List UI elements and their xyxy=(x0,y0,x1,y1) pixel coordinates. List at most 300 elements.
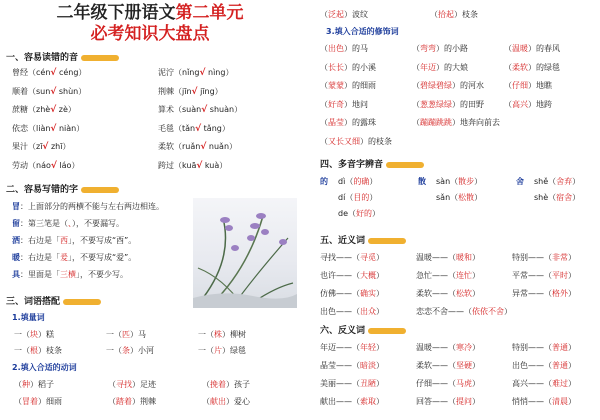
tick-mark: √ xyxy=(50,105,57,115)
list-row xyxy=(158,142,237,152)
answer: 碧绿碧绿 xyxy=(420,81,452,90)
explanation: ：第三笔是（ xyxy=(20,219,68,228)
bracket: （ xyxy=(412,81,420,90)
word: 泥泞 xyxy=(158,68,174,77)
heading-bar xyxy=(81,55,119,61)
answer: 泛起 xyxy=(328,10,344,19)
answer: 西 xyxy=(60,236,68,245)
pinyin-option: láo xyxy=(56,160,72,170)
bracket: （ xyxy=(108,397,116,406)
bracket: ） xyxy=(229,142,238,151)
word: 果汁 xyxy=(12,142,28,151)
bracket: （ xyxy=(174,142,182,151)
character: 洒 xyxy=(12,236,20,245)
pinyin-option: kuā xyxy=(182,160,197,170)
character: 具 xyxy=(12,270,20,279)
bracket: （ xyxy=(450,177,459,186)
pinyin-option: cén xyxy=(36,68,51,77)
right-column xyxy=(306,0,596,420)
word: 跨过 xyxy=(158,160,174,170)
suffix: ）地奔向前去 xyxy=(452,118,500,127)
bracket: （ xyxy=(320,136,328,146)
word: 荆棘 xyxy=(158,86,174,96)
dash: ——（ xyxy=(528,361,552,370)
title-part1: 二年级下册语文 xyxy=(56,3,176,23)
pinyin-option: kuà xyxy=(202,160,220,170)
bracket: ） xyxy=(376,343,384,352)
answer: 弯弯 xyxy=(420,44,436,53)
answer: 根 xyxy=(30,346,38,355)
bracket: ） xyxy=(376,253,384,262)
list-row xyxy=(202,397,250,407)
heading-bar xyxy=(368,238,406,244)
suffix: ）的小路 xyxy=(436,44,468,53)
bracket: ） xyxy=(369,177,378,186)
list-row xyxy=(516,177,524,187)
bracket: （ xyxy=(320,10,328,19)
bracket: ） xyxy=(472,271,480,280)
word: 依恋 xyxy=(12,123,28,133)
section-heading-characters: 二、容易写错的字 xyxy=(6,182,119,195)
answer: 索取 xyxy=(360,397,376,406)
bracket: ） xyxy=(504,307,512,316)
answer: 年轻 xyxy=(360,343,376,352)
answer: 高兴 xyxy=(512,99,528,109)
bracket: （ xyxy=(28,123,36,133)
bracket: （ xyxy=(320,99,328,109)
dash: ——（ xyxy=(336,271,360,280)
suffix: ）的马 xyxy=(344,44,368,53)
list-row xyxy=(416,343,480,353)
pinyin-option: zhè xyxy=(36,105,51,114)
list-row xyxy=(14,397,62,407)
bracket: ） xyxy=(71,160,80,170)
heading-bar xyxy=(368,328,406,334)
pinyin-option: shuàn xyxy=(207,105,235,114)
suffix: ）的露珠 xyxy=(344,118,376,127)
answer: 爰 xyxy=(60,253,68,262)
suffix: ）枝条 xyxy=(38,346,62,355)
list-row xyxy=(320,177,328,187)
bracket: ） xyxy=(474,193,483,202)
list-row xyxy=(320,307,384,317)
section-heading-collocation: 三、词语搭配 xyxy=(6,294,101,307)
pinyin-option: shùn xyxy=(56,86,79,96)
dash: ——（ xyxy=(528,253,552,262)
answer: 出众 xyxy=(360,307,376,316)
answer: 柔软 xyxy=(512,62,528,72)
word: 寻找 xyxy=(320,253,336,262)
bracket: （ xyxy=(174,68,182,77)
pinyin-option: liàn xyxy=(36,123,51,133)
pinyin-option: jīng xyxy=(197,86,215,96)
bracket: ） xyxy=(78,86,87,96)
bracket: （ xyxy=(504,99,512,109)
list-row xyxy=(12,87,86,97)
bracket: ） xyxy=(78,68,87,77)
bracket: （ xyxy=(412,44,420,53)
pinyin-option: zī xyxy=(36,142,43,151)
dash: ——（ xyxy=(336,343,360,352)
answer: 难过 xyxy=(552,379,568,388)
explanation-end: 」，不要写成“爱”。 xyxy=(68,253,137,262)
pinyin-option: náo xyxy=(36,160,51,170)
suffix: ）的大娘 xyxy=(436,62,468,72)
bracket: ） xyxy=(376,307,384,316)
list-row xyxy=(416,271,480,281)
answer: 确实 xyxy=(360,289,376,298)
list-row xyxy=(412,44,468,54)
suffix: ）地跨 xyxy=(528,99,552,109)
list-row xyxy=(320,137,392,147)
bracket: ） xyxy=(62,142,71,151)
list-row xyxy=(106,346,154,356)
dash: ——（ xyxy=(432,253,456,262)
list-row xyxy=(534,177,580,187)
suffix: ）的春风 xyxy=(528,44,560,53)
tick-mark: √ xyxy=(50,86,57,97)
word: 曾经 xyxy=(12,68,28,77)
word: 晶莹 xyxy=(320,361,336,370)
bracket: （ xyxy=(504,81,512,90)
list-row xyxy=(158,68,233,78)
answer: 匹 xyxy=(122,330,130,339)
suffix: ）的小溪 xyxy=(344,62,376,72)
list-row xyxy=(416,253,480,263)
tick-mark: √ xyxy=(191,86,198,97)
list-row xyxy=(12,202,164,212)
dash: ——（ xyxy=(432,397,456,406)
answer: 三横 xyxy=(60,270,76,279)
word: 劳动 xyxy=(12,160,28,170)
word: 也许 xyxy=(320,271,336,280)
bracket: ） xyxy=(568,289,576,298)
dash: ——（ xyxy=(336,307,360,316)
answer: 普通 xyxy=(552,361,568,370)
heading-bar xyxy=(81,187,119,193)
list-row xyxy=(338,177,377,187)
list-row xyxy=(504,63,560,73)
bracket: （ xyxy=(28,105,36,114)
answer: 片 xyxy=(214,346,222,355)
pinyin-option: zhī xyxy=(48,142,63,151)
list-row xyxy=(12,105,76,115)
list-row xyxy=(198,330,246,340)
bracket: ） xyxy=(214,86,223,96)
dash: ——（ xyxy=(528,397,552,406)
suffix: ）孩子 xyxy=(226,380,250,389)
bracket: （ xyxy=(412,62,420,72)
answer: 冒着 xyxy=(22,397,38,406)
bracket: （ xyxy=(345,177,354,186)
list-row xyxy=(412,63,468,73)
pinyin: sàn xyxy=(436,177,451,186)
prefix: 一（ xyxy=(106,346,122,355)
answer: 挽着 xyxy=(210,380,226,389)
bracket: ） xyxy=(225,68,234,77)
subheading-verbs: 2.填入合适的动词 xyxy=(12,363,77,372)
list-row xyxy=(512,271,576,281)
bracket: ） xyxy=(472,397,480,406)
bracket: （ xyxy=(548,177,557,186)
answer: 连忙 xyxy=(456,271,472,280)
word: 蔗糖 xyxy=(12,105,28,114)
list-row xyxy=(108,380,156,390)
word: 仿佛 xyxy=(320,289,336,298)
answer: 拾起 xyxy=(438,10,454,19)
list-row xyxy=(320,361,384,371)
prefix: 一（ xyxy=(198,330,214,339)
dash: ——（ xyxy=(448,307,472,316)
answer: 丑陋 xyxy=(360,379,376,388)
pinyin: dí xyxy=(338,193,346,202)
list-row xyxy=(504,44,560,54)
suffix: ）的枝条 xyxy=(360,136,392,146)
list-row xyxy=(338,193,377,203)
bracket: ） xyxy=(219,160,228,170)
suffix: ）绿毯 xyxy=(222,346,246,355)
pinyin-option: céng xyxy=(56,68,79,77)
bracket: ） xyxy=(568,343,576,352)
bracket: （ xyxy=(345,193,354,202)
pinyin-option: nǐng xyxy=(182,68,200,77)
bracket: ） xyxy=(376,397,384,406)
suffix: ）荆棘 xyxy=(132,397,156,406)
subheading-measure-words: 1.填量词 xyxy=(12,313,45,322)
list-row xyxy=(14,346,62,356)
tick-mark: √ xyxy=(201,105,208,115)
answer: 提问 xyxy=(456,397,472,406)
suffix: ）的河水 xyxy=(452,81,484,90)
bracket: ） xyxy=(369,193,378,202)
pinyin-option: suàn xyxy=(182,105,202,114)
pinyin-option: ruǎn xyxy=(182,142,201,151)
section-heading-antonyms: 六、反义词 xyxy=(320,323,406,336)
list-row xyxy=(14,330,54,340)
list-row xyxy=(320,289,384,299)
answer: 温暖 xyxy=(512,44,528,53)
tick-mark: √ xyxy=(42,142,49,152)
answer: 暖和 xyxy=(456,253,472,262)
list-row xyxy=(534,193,580,203)
bracket: （ xyxy=(548,193,557,202)
bracket: ） xyxy=(472,361,480,370)
dash: ——（ xyxy=(336,289,360,298)
suffix: ）地瞧 xyxy=(528,81,552,90)
word: 急忙 xyxy=(416,271,432,280)
heading-bar xyxy=(63,299,101,305)
list-row xyxy=(504,100,552,110)
suffix: ）的绿毯 xyxy=(528,62,560,72)
suffix: ）稻子 xyxy=(30,380,54,389)
prefix: 一（ xyxy=(14,346,30,355)
list-row xyxy=(320,253,384,263)
explanation: ：右边是「 xyxy=(20,236,60,245)
tick-mark: √ xyxy=(50,68,57,78)
bracket: ） xyxy=(568,271,576,280)
polyphone-character: 的 xyxy=(320,177,328,186)
bracket: （ xyxy=(28,68,36,77)
pinyin: shě xyxy=(534,177,549,186)
word: 特别 xyxy=(512,343,528,352)
bracket: （ xyxy=(412,99,420,109)
bracket: （ xyxy=(320,62,328,72)
bracket: ） xyxy=(572,193,581,202)
word: 回答 xyxy=(416,397,432,406)
explanation: ：里面是「 xyxy=(20,270,60,279)
answer: 松软 xyxy=(456,289,472,298)
answer: 献出 xyxy=(210,397,226,406)
bracket: ） xyxy=(376,271,384,280)
list-row xyxy=(512,253,576,263)
bracket: （ xyxy=(202,397,210,406)
answer: 好的 xyxy=(356,209,372,218)
bracket: ） xyxy=(376,289,384,298)
pinyin-option: tǎn xyxy=(182,123,196,133)
list-row xyxy=(320,81,376,91)
list-row xyxy=(106,330,146,340)
list-row xyxy=(416,361,480,371)
list-row xyxy=(12,142,70,152)
explanation: ：上面部分的两横不能与左右两边相连。 xyxy=(20,202,164,211)
explanation: ：右边是「 xyxy=(20,253,60,262)
dash: ——（ xyxy=(528,271,552,280)
word: 年迈 xyxy=(320,343,336,352)
bracket: （ xyxy=(174,123,182,133)
answer: 目的 xyxy=(353,193,370,202)
list-row xyxy=(416,397,480,407)
word: 恋恋不舍 xyxy=(416,307,448,316)
bracket: ） xyxy=(234,105,243,114)
bracket: （ xyxy=(28,86,36,96)
bracket: （ xyxy=(450,193,459,202)
answer: 出色 xyxy=(328,44,344,53)
list-row xyxy=(198,346,246,356)
list-row xyxy=(12,124,84,134)
answer: 年迈 xyxy=(420,62,436,72)
suffix: ）的田野 xyxy=(452,99,484,109)
bracket: （ xyxy=(174,105,182,114)
answer: 的确 xyxy=(353,177,370,186)
pinyin-option: sun xyxy=(36,86,51,96)
list-row xyxy=(202,380,250,390)
page-subtitle: 必考知识大盘点 xyxy=(90,24,210,44)
bracket: ） xyxy=(376,361,384,370)
word: 出色 xyxy=(320,307,336,316)
suffix: ）马 xyxy=(130,330,146,339)
tick-mark: √ xyxy=(200,142,207,152)
dash: ——（ xyxy=(432,379,456,388)
list-row xyxy=(320,379,384,389)
word: 出色 xyxy=(512,361,528,370)
list-row xyxy=(512,361,576,371)
word: 温暖 xyxy=(416,343,432,352)
answer: 晶莹 xyxy=(328,118,344,127)
answer: 松散 xyxy=(458,193,475,202)
bracket: （ xyxy=(174,160,182,170)
title-part2: 第二单元 xyxy=(175,3,244,23)
answer: 寒冷 xyxy=(456,343,472,352)
word: 悄悄 xyxy=(512,397,528,406)
answer: 条 xyxy=(122,346,130,355)
word: 献出 xyxy=(320,397,336,406)
dash: ——（ xyxy=(336,379,360,388)
answer: 、 xyxy=(68,219,72,228)
answer: 坚硬 xyxy=(456,361,472,370)
answer: 葱葱绿绿 xyxy=(420,99,452,109)
word: 柔软 xyxy=(416,361,432,370)
answer: 宿舍 xyxy=(556,193,573,202)
bracket: ） xyxy=(76,123,85,133)
bracket: ） xyxy=(568,379,576,388)
list-row xyxy=(412,81,484,91)
dash: ——（ xyxy=(432,289,456,298)
suffix: ）地问 xyxy=(344,99,368,109)
pinyin-option: jīn xyxy=(182,86,192,96)
word: 温暖 xyxy=(416,253,432,262)
prefix: 一（ xyxy=(106,330,122,339)
answer: 株 xyxy=(214,330,222,339)
bracket: ） xyxy=(568,253,576,262)
list-row xyxy=(12,253,136,263)
dash: ——（ xyxy=(432,361,456,370)
polyphone-character: 散 xyxy=(418,177,426,186)
list-row xyxy=(512,397,576,407)
suffix: ）足迹 xyxy=(132,380,156,389)
dash: ——（ xyxy=(336,361,360,370)
bracket: ） xyxy=(568,397,576,406)
bracket: （ xyxy=(320,44,328,53)
dash: ——（ xyxy=(528,379,552,388)
list-row xyxy=(412,100,484,110)
section-heading-pronunciation: 一、容易读错的音 xyxy=(6,50,119,63)
tick-mark: √ xyxy=(50,123,57,134)
page-title xyxy=(0,3,300,23)
bracket: （ xyxy=(412,118,420,127)
answer: 蹦蹦跳跳 xyxy=(420,118,452,127)
bracket: （ xyxy=(504,62,512,72)
word: 特别 xyxy=(512,253,528,262)
word: 算术 xyxy=(158,105,174,114)
bracket: （ xyxy=(28,142,36,151)
word: 高兴 xyxy=(512,379,528,388)
suffix: ）的细雨 xyxy=(344,81,376,90)
answer: 踏着 xyxy=(116,397,132,406)
dash: ——（ xyxy=(432,343,456,352)
suffix: ）糕 xyxy=(38,330,54,339)
bracket: （ xyxy=(14,380,22,389)
bracket: ） xyxy=(472,289,480,298)
answer: 非常 xyxy=(552,253,568,262)
pinyin: dì xyxy=(338,177,346,186)
word: 美丽 xyxy=(320,379,336,388)
list-row xyxy=(412,118,500,128)
list-row xyxy=(158,105,242,115)
answer: 格外 xyxy=(552,289,568,298)
word: 柔软 xyxy=(158,142,174,151)
prefix: 一（ xyxy=(14,330,30,339)
bracket: （ xyxy=(320,118,328,127)
explanation-end: 」，不要写成“酉”。 xyxy=(68,236,137,245)
bracket: （ xyxy=(14,397,22,406)
answer: 寻找 xyxy=(116,380,132,389)
answer: 散步 xyxy=(458,177,475,186)
dash: ——（ xyxy=(528,343,552,352)
pinyin-option: nuǎn xyxy=(206,142,230,151)
answer: 长长 xyxy=(328,62,344,72)
bracket: （ xyxy=(28,160,36,170)
section-heading-synonyms: 五、近义词 xyxy=(320,233,406,246)
